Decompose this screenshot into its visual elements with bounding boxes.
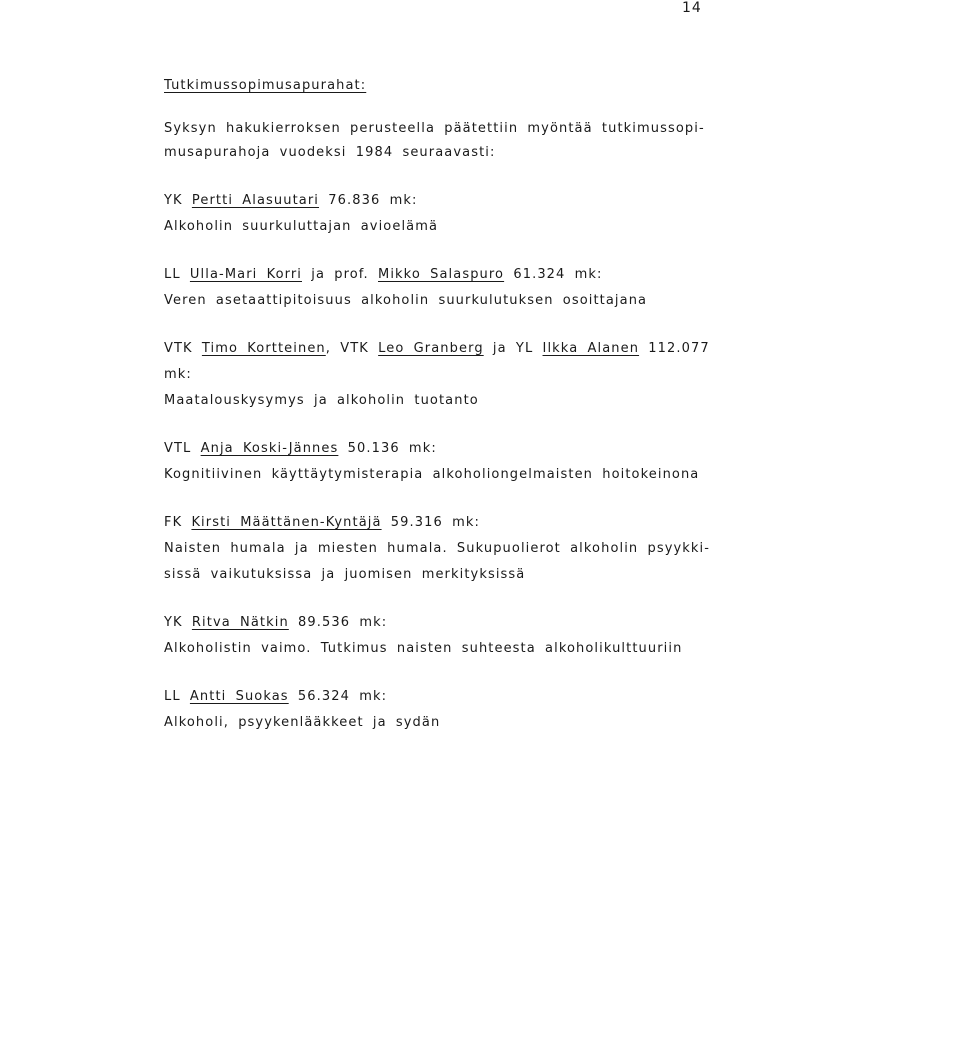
award-text: Kognitiivinen käyttäytymisterapia alkoholiongelmaisten hoitokeinona [164,467,700,482]
award-recipient-line [164,511,924,535]
award-text: LL [164,689,190,704]
award-title-line [164,711,924,735]
award-text: YK [164,193,192,208]
award-title-line [164,289,924,313]
award-text: , VTK [325,341,379,356]
award-text: Veren asetaattipitoisuus alkoholin suurkulutuksen osoittajana [164,293,648,308]
award-text: YK [164,615,192,630]
award-entry [164,189,924,239]
award-entry [164,511,924,587]
recipient-name: Timo Kortteinen [201,341,326,356]
recipient-name: Pertti Alasuutari [191,193,320,208]
intro-paragraph [164,117,924,165]
award-recipient-line [164,189,924,213]
award-text: VTL [164,441,201,456]
recipient-name: Antti Suokas [189,689,289,704]
recipient-name: Anja Koski-Jännes [200,441,339,456]
award-title-line [164,637,924,661]
award-title-line [164,215,924,239]
award-text: Maatalouskysymys ja alkoholin tuotanto [164,393,479,408]
award-text: 76.836 mk: [319,193,418,208]
award-title-line [164,563,924,587]
award-title-line [164,363,924,387]
award-entry [164,611,924,661]
award-recipient-line [164,685,924,709]
award-title-line [164,463,924,487]
award-entry [164,685,924,735]
recipient-name: Ulla-Mari Korri [189,267,302,282]
intro-line: Syksyn hakukierroksen perusteella päätettiin myöntää tutkimussopi- [164,121,705,136]
award-text: 56.324 mk: [288,689,388,704]
award-text: 50.136 mk: [338,441,437,456]
award-entry [164,263,924,313]
section-heading: Tutkimussopimusapurahat: [164,78,367,93]
award-title-line [164,537,924,561]
award-recipient-line [164,337,924,361]
award-title-line [164,389,924,413]
award-entry [164,337,924,413]
document-body [164,74,924,735]
page-number: 14 [682,0,702,16]
award-text: VTK [164,341,202,356]
recipient-name: Ritva Nätkin [191,615,289,630]
award-entry [164,437,924,487]
recipient-name: Kirsti Määttänen-Kyntäjä [191,515,382,530]
award-text: 112.077 [639,341,710,356]
award-text: Alkoholi, psyykenlääkkeet ja sydän [164,715,441,730]
award-text: ja YL [483,341,543,356]
award-text: FK [164,515,192,530]
award-recipient-line [164,611,924,635]
award-recipient-line [164,263,924,287]
intro-line: musapurahoja vuodeksi 1984 seuraavasti: [164,145,496,160]
award-text: ja prof. [302,267,379,282]
recipient-name: Mikko Salaspuro [378,267,505,282]
recipient-name: Ilkka Alanen [542,341,640,356]
award-text: Alkoholistin vaimo. Tutkimus naisten suhteesta alkoholikulttuuriin [164,641,683,656]
award-text: LL [164,267,190,282]
award-text: Naisten humala ja miesten humala. Sukupuolierot alkoholin psyykki- [164,541,711,556]
award-text: 59.316 mk: [381,515,481,530]
recipient-name: Leo Granberg [378,341,484,356]
awards-list [164,189,924,735]
award-text: 61.324 mk: [504,267,603,282]
award-text: 89.536 mk: [288,615,388,630]
award-text: Alkoholin suurkuluttajan avioelämä [164,219,439,234]
award-recipient-line [164,437,924,461]
award-text: sissä vaikutuksissa ja juomisen merkityksissä [164,567,526,582]
award-text: mk: [164,367,192,382]
